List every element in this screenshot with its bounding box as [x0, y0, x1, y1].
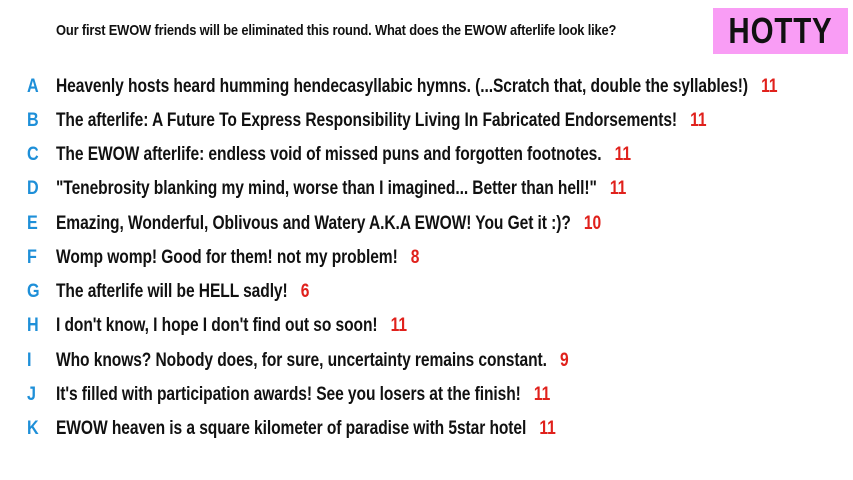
response-line: [56, 281, 309, 303]
response-letter: A: [27, 76, 39, 97]
response-letter: K: [27, 418, 39, 439]
response-score: 11: [614, 144, 631, 165]
response-letter: H: [27, 315, 39, 336]
response-row: [0, 72, 853, 102]
response-letter: D: [27, 178, 39, 199]
response-row: [0, 174, 853, 204]
response-line: [56, 315, 407, 337]
response-text: The afterlife will be HELL sadly!: [56, 281, 288, 302]
badge-label: HOTTY: [728, 10, 833, 51]
response-line: [56, 350, 569, 372]
response-score: 10: [583, 213, 602, 234]
response-row: [0, 346, 853, 376]
response-letter: E: [27, 213, 38, 234]
response-text: It's filled with participation awards! See you losers at the finish!: [56, 384, 521, 405]
response-text: Womp womp! Good for them! not my problem!: [56, 247, 398, 268]
response-line: [56, 110, 706, 132]
response-text: Who knows? Nobody does, for sure, uncertainty remains constant.: [56, 350, 547, 371]
response-line: [56, 144, 631, 166]
response-text: The afterlife: A Future To Express Responsibility Living In Fabricated Endorsements!: [56, 110, 678, 131]
response-row: [0, 277, 853, 307]
response-score: 11: [533, 384, 551, 405]
response-score: 11: [761, 76, 778, 97]
response-score: 11: [539, 418, 556, 439]
response-row: [0, 414, 853, 444]
response-text: I don't know, I hope I don't find out so soon!: [56, 315, 378, 336]
response-text: "Tenebrosity blanking my mind, worse than I imagined... Better than hell!": [56, 178, 597, 199]
response-score: 11: [690, 110, 707, 131]
response-letter: I: [27, 350, 32, 371]
response-score: 11: [390, 315, 407, 336]
response-score: 9: [559, 350, 569, 371]
response-text: Emazing, Wonderful, Oblivous and Watery A.K.A EWOW! You Get it :)?: [56, 213, 571, 234]
hotty-badge: [713, 8, 848, 54]
response-row: [0, 106, 853, 136]
response-letter: C: [27, 144, 39, 165]
response-letter: J: [27, 384, 36, 405]
response-row: [0, 140, 853, 170]
response-line: [56, 178, 626, 200]
response-score: 8: [410, 247, 420, 268]
response-row: [0, 243, 853, 273]
response-letter: G: [27, 281, 40, 302]
response-line: [56, 384, 550, 406]
response-score: 6: [300, 281, 310, 302]
response-line: [56, 213, 601, 235]
response-row: [0, 311, 853, 341]
prompt-text: Our first EWOW friends will be eliminated this round. What does the EWOW afterlife look like?: [56, 22, 617, 39]
response-row: [0, 209, 853, 239]
response-text: Heavenly hosts heard humming hendecasyllabic hymns. (...Scratch that, double the syllables!): [56, 76, 749, 97]
response-line: [56, 76, 777, 98]
response-line: [56, 418, 556, 440]
response-line: [56, 247, 419, 269]
response-row: [0, 380, 853, 410]
response-letter: F: [27, 247, 37, 268]
response-letter: B: [27, 110, 39, 131]
response-text: The EWOW afterlife: endless void of missed puns and forgotten footnotes.: [56, 144, 602, 165]
response-text: EWOW heaven is a square kilometer of paradise with 5star hotel: [56, 418, 527, 439]
response-score: 11: [609, 178, 627, 199]
